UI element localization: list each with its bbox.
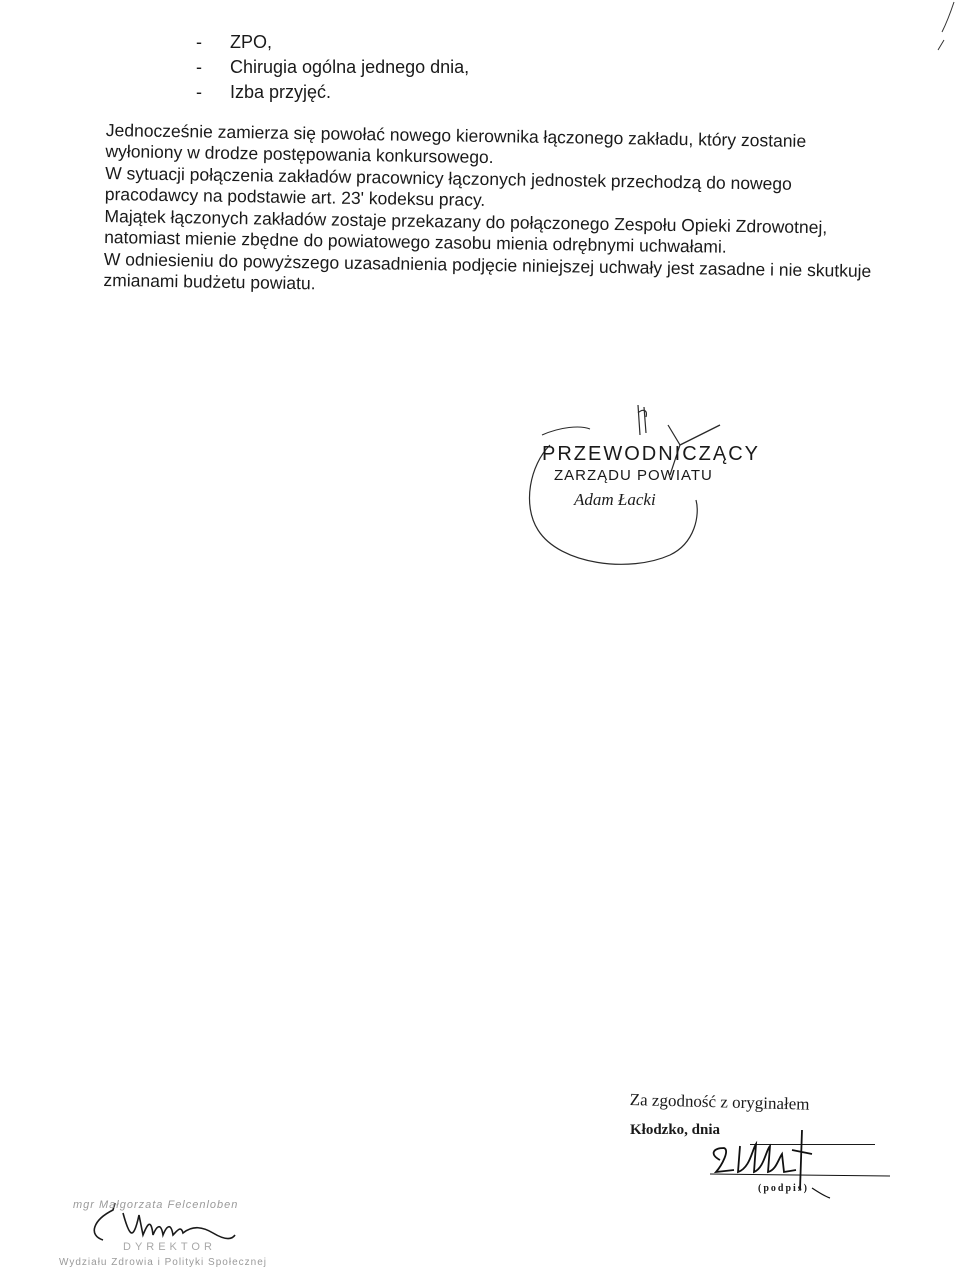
pen-mark-icon (928, 0, 958, 60)
list-marker: - (196, 32, 202, 52)
signature-label: (podpis) (758, 1183, 810, 1194)
justification-text (103, 120, 876, 303)
paragraph: W sytuacji połączenia zakładów pracownicy łączonych jednostek przechodzą do nowego pracodawcy na podstawie art. 23' kodeksu pracy. (104, 162, 793, 210)
list-item (196, 80, 469, 105)
list-item (196, 30, 469, 55)
paragraph: Majątek łączonych zakładów zostaje przekazany do połączonego Zespołu Opieki Zdrowotnej, natomiast mienie zbędne do powiatowego zasobu mienia odrębnymi uchwałami. (104, 205, 828, 257)
list-item-text: Izba przyjęć. (230, 82, 332, 102)
certification-place-date: Kłodzko, dnia (630, 1122, 721, 1138)
certification-title: Za zgodność z oryginałem (629, 1090, 810, 1114)
paragraph: Jednocześnie zamierza się powołać nowego kierownika łączonego zakładu, który zostanie wyłoniony w drodze postępowania konkursowego. (105, 120, 807, 168)
chairman-stamp (520, 405, 760, 575)
director-role: DYREKTOR (123, 1241, 216, 1253)
list-marker: - (196, 82, 202, 102)
department-list (196, 30, 469, 105)
director-name: mgr Małgorzata Felcenloben (73, 1199, 239, 1211)
director-stamp (55, 1195, 315, 1277)
stamp-subtitle: ZARZĄDU POWIATU (554, 467, 713, 484)
list-item-text: ZPO, (230, 32, 273, 52)
list-marker: - (196, 57, 202, 77)
stamp-name: Adam Łacki (574, 490, 656, 509)
director-department: Wydziału Zdrowia i Polityki Społecznej (59, 1257, 267, 1268)
list-item-text: Chirugia ogólna jednego dnia, (230, 57, 470, 77)
list-item (196, 55, 469, 80)
stamp-title: PRZEWODNICZĄCY (542, 443, 760, 465)
paragraph: W odniesieniu do powyższego uzasadnienia podjęcie niniejszej uchwały jest zasadne i nie skutkuje zmianami budżetu powiatu. (103, 248, 872, 294)
